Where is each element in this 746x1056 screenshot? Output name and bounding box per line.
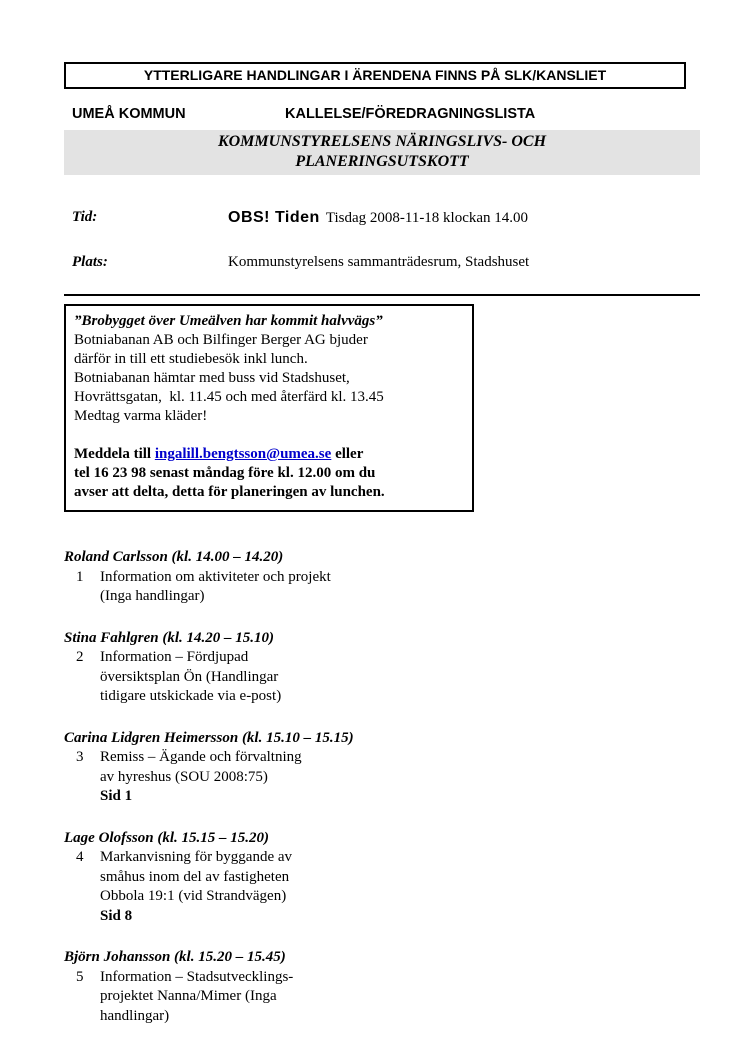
- place-label: Plats:: [72, 254, 108, 270]
- agenda-line: översiktsplan Ön (Handlingar: [100, 668, 279, 685]
- info-line: därför in till ett studiebesök inkl lunch.: [74, 351, 308, 367]
- agenda-body: [100, 648, 700, 707]
- contact-line-2: tel 16 23 98 senast måndag före kl. 12.00 om du: [74, 465, 376, 481]
- committee-title: [64, 130, 700, 175]
- info-box-title: ”Brobygget över Umeälven har kommit halvvägs”: [74, 313, 383, 329]
- agenda-number: 4: [76, 849, 84, 865]
- agenda-row: [64, 648, 700, 707]
- agenda-speaker: Carina Lidgren Heimersson (kl. 15.10 – 15.15): [64, 729, 354, 746]
- agenda-item: [64, 629, 700, 707]
- agenda-line: Obbola 19:1 (vid Strandvägen): [100, 888, 287, 904]
- agenda-row: [64, 848, 700, 926]
- contact-suffix: eller: [331, 446, 364, 462]
- info-box-lines: [74, 331, 464, 426]
- org-name: UMEÅ KOMMUN: [72, 106, 186, 122]
- agenda-line: Information om aktiviteter och projekt: [100, 568, 331, 585]
- contact-block: [74, 445, 464, 502]
- place-row: [64, 254, 700, 271]
- agenda-line: (Inga handlingar): [100, 588, 205, 604]
- info-line: Medtag varma kläder!: [74, 408, 208, 424]
- contact-prefix: Meddela till: [74, 446, 155, 462]
- time-label: Tid:: [72, 209, 98, 225]
- agenda-page-ref: Sid 8: [100, 907, 133, 924]
- committee-title-line2: PLANERINGSUTSKOTT: [295, 153, 469, 170]
- agenda-item: [64, 829, 700, 927]
- agenda-line: Information – Stadsutvecklings-: [100, 968, 294, 985]
- time-row: [64, 209, 700, 227]
- contact-line-3: avser att delta, detta för planeringen av lunchen.: [74, 484, 385, 500]
- agenda-line: småhus inom del av fastigheten: [100, 868, 290, 885]
- notice-bar: [64, 62, 686, 89]
- agenda-number: 1: [76, 568, 84, 585]
- agenda-item: [64, 948, 700, 1026]
- agenda-number: 5: [76, 968, 84, 985]
- obs-highlight: OBS! Tiden: [228, 209, 320, 226]
- agenda-body: [100, 568, 700, 607]
- agenda-item: [64, 729, 700, 807]
- agenda-body: [100, 848, 700, 926]
- agenda-speaker: Stina Fahlgren (kl. 14.20 – 15.10): [64, 629, 275, 646]
- info-line: Botniabanan hämtar med buss vid Stadshuset,: [74, 370, 350, 386]
- agenda-body: [100, 968, 700, 1027]
- agenda-row: [64, 968, 700, 1027]
- time-text: Tisdag 2008-11-18 klockan 14.00: [325, 210, 529, 226]
- agenda-line: handlingar): [100, 1007, 170, 1024]
- agenda-speaker: Roland Carlsson (kl. 14.00 – 14.20): [64, 549, 284, 565]
- agenda-line: av hyreshus (SOU 2008:75): [100, 768, 268, 785]
- time-value: [228, 209, 700, 227]
- agenda-line: tidigare utskickade via e-post): [100, 688, 282, 704]
- horizontal-rule: [64, 294, 700, 296]
- agenda-line: Markanvisning för byggande av: [100, 849, 293, 865]
- agenda-line: projektet Nanna/Mimer (Inga: [100, 988, 277, 1004]
- committee-title-line1: KOMMUNSTYRELSENS NÄRINGSLIVS- OCH: [217, 133, 547, 150]
- place-value: Kommunstyrelsens sammanträdesrum, Stadshuset: [228, 254, 530, 270]
- agenda-line: Information – Fördjupad: [100, 649, 249, 665]
- agenda-number: 2: [76, 649, 84, 665]
- agenda-speaker: Björn Johansson (kl. 15.20 – 15.45): [64, 949, 286, 965]
- contact-line-1: [74, 445, 464, 464]
- agenda-row: [64, 568, 700, 607]
- agenda-number: 3: [76, 749, 84, 765]
- info-line: Botniabanan AB och Bilfinger Berger AG bjuder: [74, 332, 368, 348]
- doc-type-title: KALLELSE/FÖREDRAGNINGSLISTA: [285, 106, 536, 122]
- agenda-row: [64, 748, 700, 807]
- agenda-speaker: Lage Olofsson (kl. 15.15 – 15.20): [64, 829, 269, 846]
- document-header-row: [64, 106, 700, 122]
- excursion-info-box: [64, 304, 474, 512]
- info-line: Hovrättsgatan, kl. 11.45 och med återfärd kl. 13.45: [74, 389, 384, 405]
- agenda-line: Remiss – Ägande och förvaltning: [100, 749, 302, 765]
- notice-text: YTTERLIGARE HANDLINGAR I ÄRENDENA FINNS PÅ SLK/KANSLIET: [143, 67, 607, 83]
- agenda-list: [64, 548, 700, 1026]
- email-link[interactable]: ingalill.bengtsson@umea.se: [154, 446, 332, 462]
- agenda-page-ref: Sid 1: [100, 788, 133, 804]
- agenda-item: [64, 548, 700, 607]
- agenda-body: [100, 748, 700, 807]
